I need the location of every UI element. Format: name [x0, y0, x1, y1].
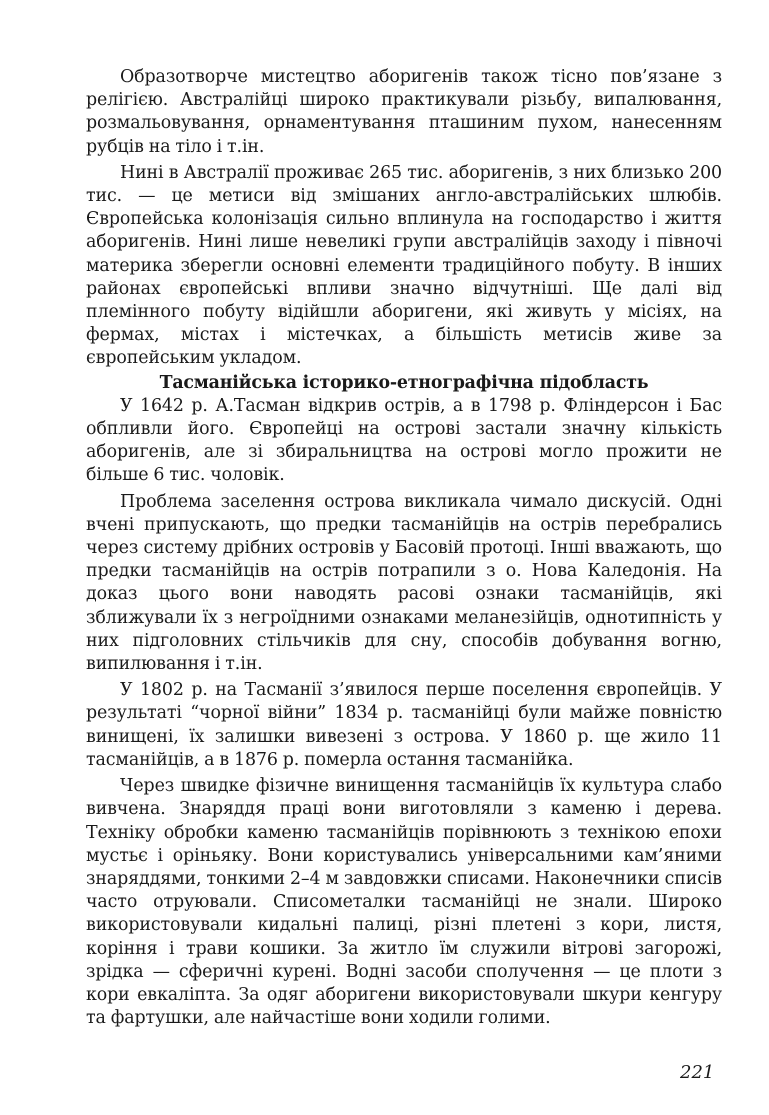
paragraph-culture: Через швидке фізичне винищення тасманійців їх культура слабо вивчена. Знаряддя праці вони виготовляли з каменю і дерева. Техніку обробки каменю тасманійців порівнюють з технікою епохи мустьє і оріньяку. Вони користувались універсальними кам’яними знаряддями, тонкими 2–4 м завдовжки списами. Наконечники списів часто отруювали. Списометалки тасманійці не знали. Широко використовували кидальні палиці, різні плетені з кори, листя, коріння і трави кошики. За житло їм служили вітрові загорожі, зрідка — сферичні курені. Водні засоби сполучення — це плоти з кори евкаліпта. За одяг аборигени використовували шкури кенгуру та фартушки, але найчастіше вони ходили голими.	[86, 776, 722, 1029]
paragraph-discovery: У 1642 р. А.Тасман відкрив острів, а в 1798 р. Фліндерсон і Бас обпливли його. Європейці на острові застали значну кількість аборигенів, але зі збиральництва на острові могло прожити не більше 6 тис. чоловік.	[86, 395, 722, 486]
page-text	[86, 66, 722, 1030]
page-number: 221	[680, 1062, 715, 1083]
paragraph-art: Образотворче мистецтво аборигенів також тісно пов’язане з релігією. Австралійці широко практикували різьбу, випалювання, розмальовування, орнаментування пташиним пухом, нанесенням рубців на тіло і т.ін.	[86, 67, 722, 157]
section-heading: Тасманійська історико-етнографічна підобласть	[159, 372, 649, 393]
paragraph-black-war: У 1802 р. на Тасманії з’явилося перше поселення європейців. У результаті “чорної війни” 1834 р. тасманійці були майже повністю винищені, їх залишки вивезені з острова. У 1860 р. ще жило 11 тасманійців, а в 1876 р. померла остання тасманійка.	[86, 680, 722, 770]
paragraph-settlement-debate: Проблема заселення острова викликала чимало дискусій. Одні вчені припускають, що предки тасманійців на острів перебрались через систему дрібних островів у Басовій протоці. Інші вважають, що предки тасманійців на острів потрапили з о. Нова Каледонія. На доказ цього вони наводять расові ознаки тасманійців, які зближували їх з негроїдними ознаками меланезійців, однотипність у них підголовних стільчиків для сну, способів добування вогню, випилювання і т.ін.	[86, 491, 722, 675]
paragraph-population: Нині в Австралії проживає 265 тис. аборигенів, з них близько 200 тис. — це метиси від змішаних англо-австралійських шлюбів. Європейська колонізація сильно вплинула на господарство і життя аборигенів. Нині лише невеликі групи австралійців заходу і півночі материка зберегли основні елементи традиційного побуту. В інших районах європейські впливи значно відчутніші. Ще далі від племінного побуту відійшли аборигени, які живуть у місіях, на фермах, містах і містечках, а більшість метисів живе за європейським укладом.	[86, 162, 722, 369]
